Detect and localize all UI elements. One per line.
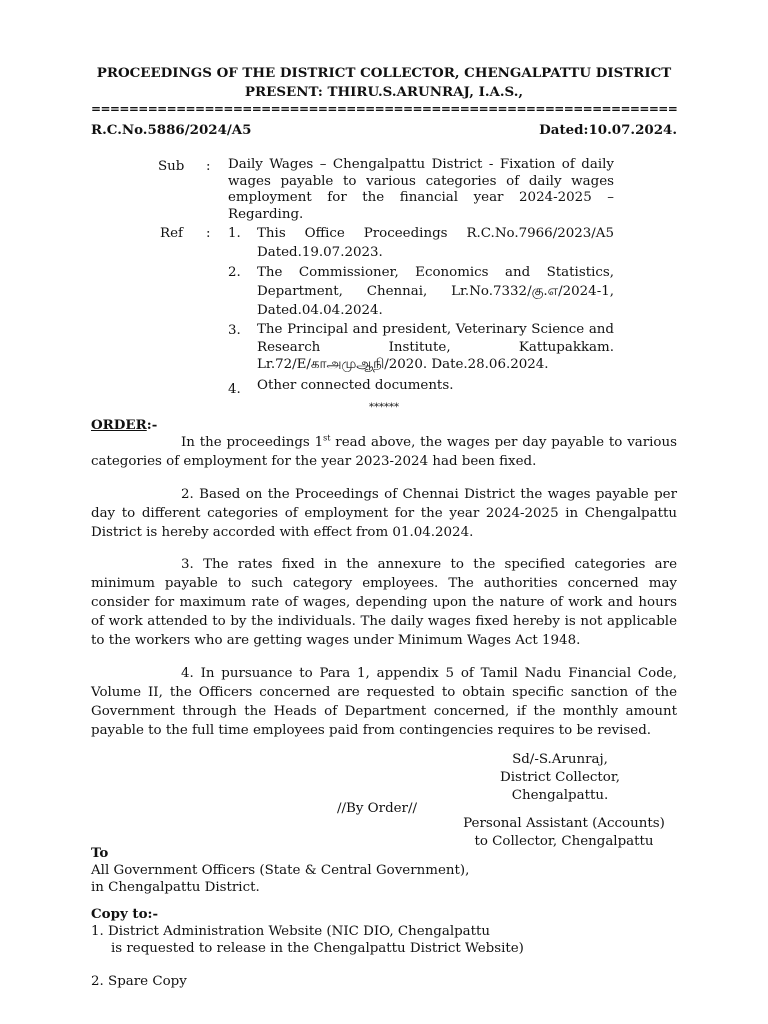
ref-line: The Commissioner, Economics and Statistics, Department, Chennai, Lr.No.7332/கு.எ/2024-1, xyxy=(257,265,614,299)
copy-to-item-2: 2. Spare Copy xyxy=(91,974,187,989)
ref-text xyxy=(257,376,614,395)
para1-rest: read above, the wages per day payable to various categories of employment for the year 2023-2024 had been fixed. xyxy=(91,435,677,469)
order-paragraph-3 xyxy=(91,555,677,650)
ref-line: Dated.04.04.2024. xyxy=(257,303,383,318)
ref-line: The Principal and president, Veterinary Science and Research Institute, Kattupakkam. xyxy=(257,322,614,355)
ref-line: This Office Proceedings R.C.No.7966/2023/A5 xyxy=(257,226,614,241)
order-paragraph-2 xyxy=(91,485,677,542)
subject-label: Sub xyxy=(158,159,185,174)
ref-line: Lr.72/E/காஅமுஆநி/2020. Date.28.06.2024. xyxy=(257,357,549,372)
ref-label: Ref xyxy=(160,226,183,241)
ref-text xyxy=(257,321,614,374)
to-block xyxy=(91,845,469,896)
para1-start: In the proceedings 1 xyxy=(181,435,324,450)
ref-line: Other connected documents. xyxy=(257,378,454,393)
copy-to-block xyxy=(91,906,524,990)
subject-colon: : xyxy=(206,159,211,174)
pa-line: to Collector, Chengalpattu xyxy=(474,834,654,849)
order-paragraph-4 xyxy=(91,664,677,740)
document-date: Dated:10.07.2024. xyxy=(539,122,677,138)
ref-number: 1. xyxy=(228,226,241,241)
pa-line: Personal Assistant (Accounts) xyxy=(463,816,665,831)
copy-to-heading: Copy to:- xyxy=(91,906,159,922)
ref-number: 2. xyxy=(228,265,241,280)
document-title: PROCEEDINGS OF THE DISTRICT COLLECTOR, CHENGALPATTU DISTRICT xyxy=(96,65,672,81)
ref-number: 3. xyxy=(228,323,241,338)
order-paragraph-1 xyxy=(91,433,677,471)
signature-name: Sd/-S.Arunraj, xyxy=(512,752,608,767)
pa-block xyxy=(450,815,678,851)
ref-number: 4. xyxy=(228,382,241,397)
to-line: in Chengalpattu District. xyxy=(91,880,260,895)
header-rule: ============================================================== xyxy=(91,102,677,116)
para4-text: 4. In pursuance to Para 1, appendix 5 of Tamil Nadu Financial Code, Volume II, the Officers concerned are requested to obtain specific sanction of the Government through the Heads of Department concerned, if the monthly amount payable to the full time employees paid from contingencies requires to be revised. xyxy=(91,666,677,738)
present-line: PRESENT: THIRU.S.ARUNRAJ, I.A.S., xyxy=(244,84,524,100)
signature-designation: District Collector, xyxy=(499,770,621,785)
ref-item-1 xyxy=(228,224,614,262)
signature-place: Chengalpattu. xyxy=(511,788,609,803)
ref-line: Dated.19.07.2023. xyxy=(257,245,383,260)
reference-number: R.C.No.5886/2024/A5 xyxy=(91,122,252,138)
ref-item-2 xyxy=(228,263,614,321)
copy-to-item-1: 1. District Administration Website (NIC DIO, Chengalpattu xyxy=(91,924,491,939)
para2-text: 2. Based on the Proceedings of Chennai District the wages payable per day to different categories of employment for the year 2024-2025 in Chengalpattu District is hereby accorded with effect from 01.04.2024. xyxy=(91,487,677,540)
ordinal-superscript: st xyxy=(323,433,331,443)
order-heading-suffix: :- xyxy=(146,417,158,433)
order-heading-text: ORDER xyxy=(91,417,147,433)
separator: ****** xyxy=(369,402,399,413)
by-order: //By Order// xyxy=(337,801,417,816)
signature-block xyxy=(480,751,640,805)
para3-text: 3. The rates fixed in the annexure to the specified categories are minimum payable to such category employees. The authorities concerned may consider for maximum rate of wages, depending upon the nature of work and hours of work attended to by the individuals. The daily wages fixed hereby is not applicable to the workers who are getting wages under Minimum Wages Act 1948. xyxy=(91,557,677,648)
subject-text: Daily Wages – Chengalpattu District - Fixation of daily wages payable to various categories of daily wages employment for the financial year 2024-2025 – Regarding. xyxy=(228,157,614,222)
to-heading: To xyxy=(91,845,109,861)
ref-item-3 xyxy=(228,321,614,377)
ref-colon: : xyxy=(206,226,211,241)
to-line: All Government Officers (State & Central Government), xyxy=(91,863,470,878)
ref-item-4 xyxy=(228,376,614,396)
ref-text xyxy=(257,224,614,262)
copy-to-item-1-continued: is requested to release in the Chengalpattu District Website) xyxy=(111,941,524,956)
ref-text xyxy=(257,263,614,320)
